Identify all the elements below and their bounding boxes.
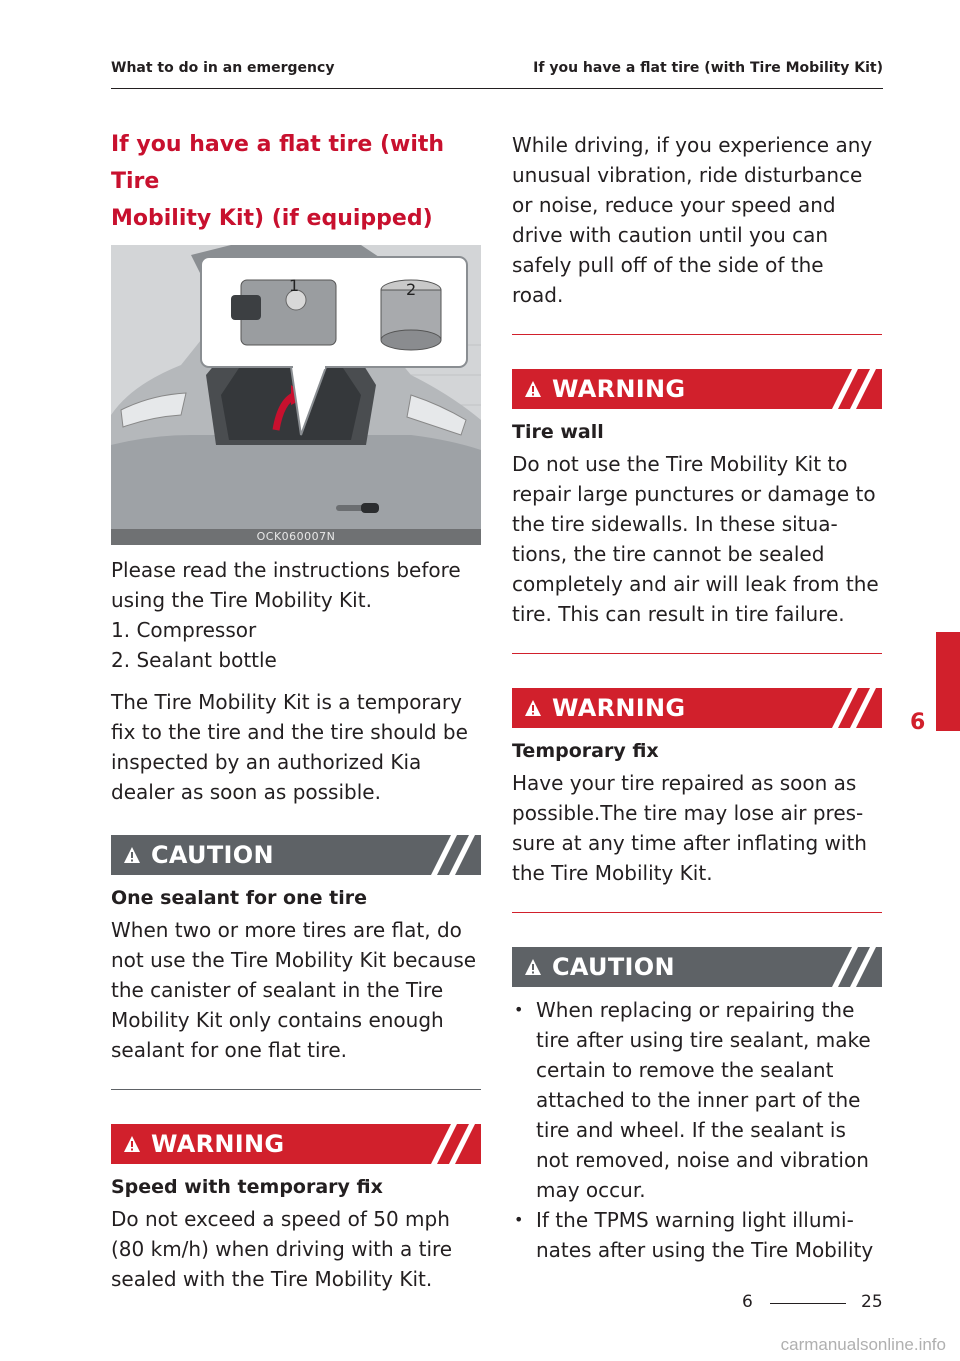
warning-line: tire. This can result in tire failure. — [512, 602, 845, 626]
bullet-line: • If the TPMS warning light illumi- — [536, 1208, 854, 1232]
warning-banner — [111, 1124, 481, 1164]
caution-line: sealant for one flat tire. — [111, 1038, 347, 1062]
temporary-fix-paragraph — [111, 687, 481, 807]
intro-line: using the Tire Mobility Kit. — [111, 588, 372, 612]
warning-end-rule — [512, 912, 882, 913]
section-title — [111, 126, 481, 237]
warning-line: completely and air will leak from the — [512, 572, 879, 596]
caution-line: Mobility Kit only contains enough — [111, 1008, 444, 1032]
warning-triangle-icon — [524, 699, 542, 717]
section-title-line-1: If you have a flat tire (with Tire — [111, 132, 445, 194]
warning-triangle-icon — [524, 958, 542, 976]
warning-end-rule — [512, 653, 882, 654]
banner-stripes — [421, 1124, 481, 1164]
section-title-line-2: Mobility Kit) (if equipped) — [111, 206, 433, 231]
chapter-tab — [936, 632, 960, 731]
caution-bullet — [512, 995, 882, 1205]
warning-line: Have your tire repaired as soon as — [512, 771, 857, 795]
warning-line: possible.The tire may lose air pres- — [512, 801, 864, 825]
caution-line: not use the Tire Mobility Kit because — [111, 948, 477, 972]
driving-paragraph — [512, 130, 882, 310]
caution-banner — [512, 947, 882, 987]
warning-line: the Tire Mobility Kit. — [512, 861, 713, 885]
caution-end-rule — [111, 1089, 481, 1090]
warning-banner — [512, 688, 882, 728]
para-line: inspected by an authorized Kia — [111, 750, 422, 774]
warning-heading: Tire wall — [512, 421, 604, 443]
header-rule — [111, 88, 883, 89]
para-line: fix to the tire and the tire should be — [111, 720, 468, 744]
figure-callout-2: 2 — [406, 280, 417, 299]
warning-label: WARNING — [151, 1130, 285, 1158]
caution-label: CAUTION — [552, 953, 675, 981]
warning-line: sure at any time after inflating with — [512, 831, 867, 855]
intro-line: 1. Compressor — [111, 618, 257, 642]
warning-triangle-icon — [123, 1135, 141, 1153]
header-section-title: What to do in an emergency — [111, 60, 335, 76]
footer-rule — [770, 1303, 846, 1304]
section-rule — [512, 334, 882, 335]
para-line: or noise, reduce your speed and — [512, 193, 836, 217]
chapter-tab-number: 6 — [910, 710, 926, 735]
warning-heading: Speed with temporary fix — [111, 1176, 383, 1198]
banner-stripes — [822, 947, 882, 987]
intro-line: Please read the instructions before — [111, 558, 461, 582]
caution-banner — [111, 835, 481, 875]
trunk-illustration — [111, 245, 481, 545]
caution-line: the canister of sealant in the Tire — [111, 978, 444, 1002]
warning-line: Do not exceed a speed of 50 mph — [111, 1207, 450, 1231]
para-line: The Tire Mobility Kit is a temporary — [111, 690, 462, 714]
para-line: dealer as soon as possible. — [111, 780, 381, 804]
footer-page-number: 25 — [861, 1292, 883, 1312]
bullet-line: may occur. — [536, 1178, 646, 1202]
warning-triangle-icon — [524, 380, 542, 398]
warning-line: repair large punctures or damage to — [512, 482, 876, 506]
warning-heading: Temporary fix — [512, 740, 659, 762]
warning-banner — [512, 369, 882, 409]
banner-stripes — [822, 369, 882, 409]
para-line: While driving, if you experience any — [512, 133, 873, 157]
warning-text — [111, 1204, 481, 1294]
right-column — [512, 130, 882, 1265]
left-column — [111, 126, 481, 1294]
para-line: drive with caution until you can — [512, 223, 829, 247]
figure-callout-1: 1 — [289, 276, 300, 295]
para-line: road. — [512, 283, 564, 307]
bullet-line: not removed, noise and vibration — [536, 1148, 869, 1172]
warning-label: WARNING — [552, 375, 686, 403]
bullet-line: tire after using tire sealant, make — [536, 1028, 871, 1052]
footer-chapter-number: 6 — [742, 1292, 753, 1312]
figure-code: OCK060007N — [111, 529, 481, 545]
caution-text — [111, 915, 481, 1065]
caution-heading: One sealant for one tire — [111, 887, 367, 909]
warning-label: WARNING — [552, 694, 686, 722]
warning-line: sealed with the Tire Mobility Kit. — [111, 1267, 433, 1291]
header-page-title: If you have a flat tire (with Tire Mobility Kit) — [533, 60, 883, 76]
intro-text — [111, 555, 481, 675]
warning-line: tions, the tire cannot be sealed — [512, 542, 825, 566]
para-line: unusual vibration, ride disturbance — [512, 163, 863, 187]
tire-mobility-kit-figure — [111, 245, 481, 545]
banner-stripes — [822, 688, 882, 728]
caution-bullet — [512, 1205, 882, 1265]
bullet-line: • When replacing or repairing the — [536, 998, 855, 1022]
para-line: safely pull off of the side of the — [512, 253, 824, 277]
warning-line: Do not use the Tire Mobility Kit to — [512, 452, 848, 476]
bullet-line: attached to the inner part of the — [536, 1088, 861, 1112]
banner-stripes — [421, 835, 481, 875]
watermark-text: carmanualsonline.info — [780, 1335, 946, 1354]
bullet-line: tire and wheel. If the sealant is — [536, 1118, 846, 1142]
warning-text — [512, 768, 882, 888]
caution-label: CAUTION — [151, 841, 274, 869]
caution-line: When two or more tires are flat, do — [111, 918, 462, 942]
caution-bullet-list — [512, 995, 882, 1265]
bullet-line: certain to remove the sealant — [536, 1058, 834, 1082]
warning-line: the tire sidewalls. In these situa- — [512, 512, 838, 536]
warning-text — [512, 449, 882, 629]
warning-line: (80 km/h) when driving with a tire — [111, 1237, 453, 1261]
warning-triangle-icon — [123, 846, 141, 864]
intro-line: 2. Sealant bottle — [111, 648, 277, 672]
bullet-line: nates after using the Tire Mobility — [536, 1238, 874, 1262]
